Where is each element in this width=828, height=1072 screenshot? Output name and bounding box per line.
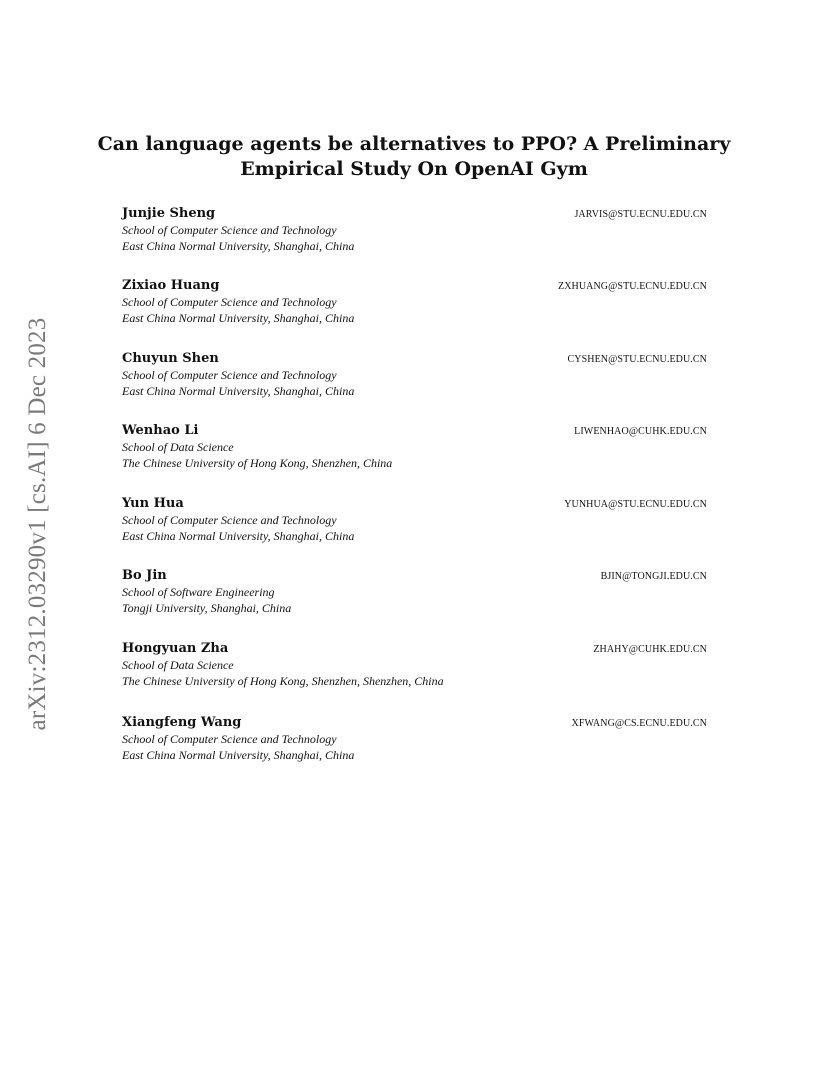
author-block xyxy=(122,568,707,616)
author-affiliation-line-1: School of Computer Science and Technology xyxy=(122,732,337,746)
author-name: Zixiao Huang xyxy=(122,278,220,293)
author-affiliation-line-2: East China Normal University, Shanghai, China xyxy=(122,384,355,398)
author-name: Bo Jin xyxy=(122,568,167,583)
author-name: Xiangfeng Wang xyxy=(122,715,242,730)
author-block xyxy=(122,641,707,689)
author-affiliation-line-1: School of Data Science xyxy=(122,440,234,454)
author-name: Junjie Sheng xyxy=(122,206,216,221)
author-affiliation-line-2: The Chinese University of Hong Kong, Shenzhen, China xyxy=(122,456,393,470)
author-affiliation-line-2: East China Normal University, Shanghai, China xyxy=(122,748,355,762)
author-name: Wenhao Li xyxy=(122,423,199,438)
author-affiliation-line-1: School of Data Science xyxy=(122,658,234,672)
author-name: Chuyun Shen xyxy=(122,351,219,366)
author-affiliation-line-2: Tongji University, Shanghai, China xyxy=(122,601,292,615)
arxiv-identifier: arXiv:2312.03290v1 [cs.AI] 6 Dec 2023 xyxy=(24,317,51,731)
author-email: CYSHEN@STU.ECNU.EDU.CN xyxy=(567,354,707,365)
author-block xyxy=(122,278,707,326)
author-affiliation-line-1: School of Computer Science and Technology xyxy=(122,295,337,309)
author-affiliation-line-1: School of Software Engineering xyxy=(122,585,275,599)
author-block xyxy=(122,206,707,254)
author-affiliation-line-1: School of Computer Science and Technology xyxy=(122,223,337,237)
author-block xyxy=(122,496,707,544)
author-name: Hongyuan Zha xyxy=(122,641,229,656)
author-email: JARVIS@STU.ECNU.EDU.CN xyxy=(574,209,707,220)
author-affiliation-line-2: East China Normal University, Shanghai, China xyxy=(122,311,355,325)
paper-title-line-1: Can language agents be alternatives to PPO? A Preliminary xyxy=(97,133,731,155)
author-block xyxy=(122,351,707,399)
author-email: YUNHUA@STU.ECNU.EDU.CN xyxy=(564,499,707,510)
paper-title-line-2: Empirical Study On OpenAI Gym xyxy=(240,158,588,180)
author-affiliation-line-2: East China Normal University, Shanghai, China xyxy=(122,529,355,543)
author-affiliation-line-2: The Chinese University of Hong Kong, Shenzhen, Shenzhen, China xyxy=(122,674,444,688)
author-affiliation-line-2: East China Normal University, Shanghai, China xyxy=(122,239,355,253)
author-email: ZXHUANG@STU.ECNU.EDU.CN xyxy=(557,281,707,292)
author-email: LIWENHAO@CUHK.EDU.CN xyxy=(574,426,707,437)
author-affiliation-line-1: School of Computer Science and Technology xyxy=(122,368,337,382)
author-email: ZHAHY@CUHK.EDU.CN xyxy=(593,644,707,655)
paper-title xyxy=(0,132,828,182)
author-block xyxy=(122,423,707,471)
author-name: Yun Hua xyxy=(122,496,184,511)
author-email: XFWANG@CS.ECNU.EDU.CN xyxy=(571,718,707,729)
author-email: BJIN@TONGJI.EDU.CN xyxy=(600,571,707,582)
author-block xyxy=(122,715,707,763)
author-affiliation-line-1: School of Computer Science and Technology xyxy=(122,513,337,527)
